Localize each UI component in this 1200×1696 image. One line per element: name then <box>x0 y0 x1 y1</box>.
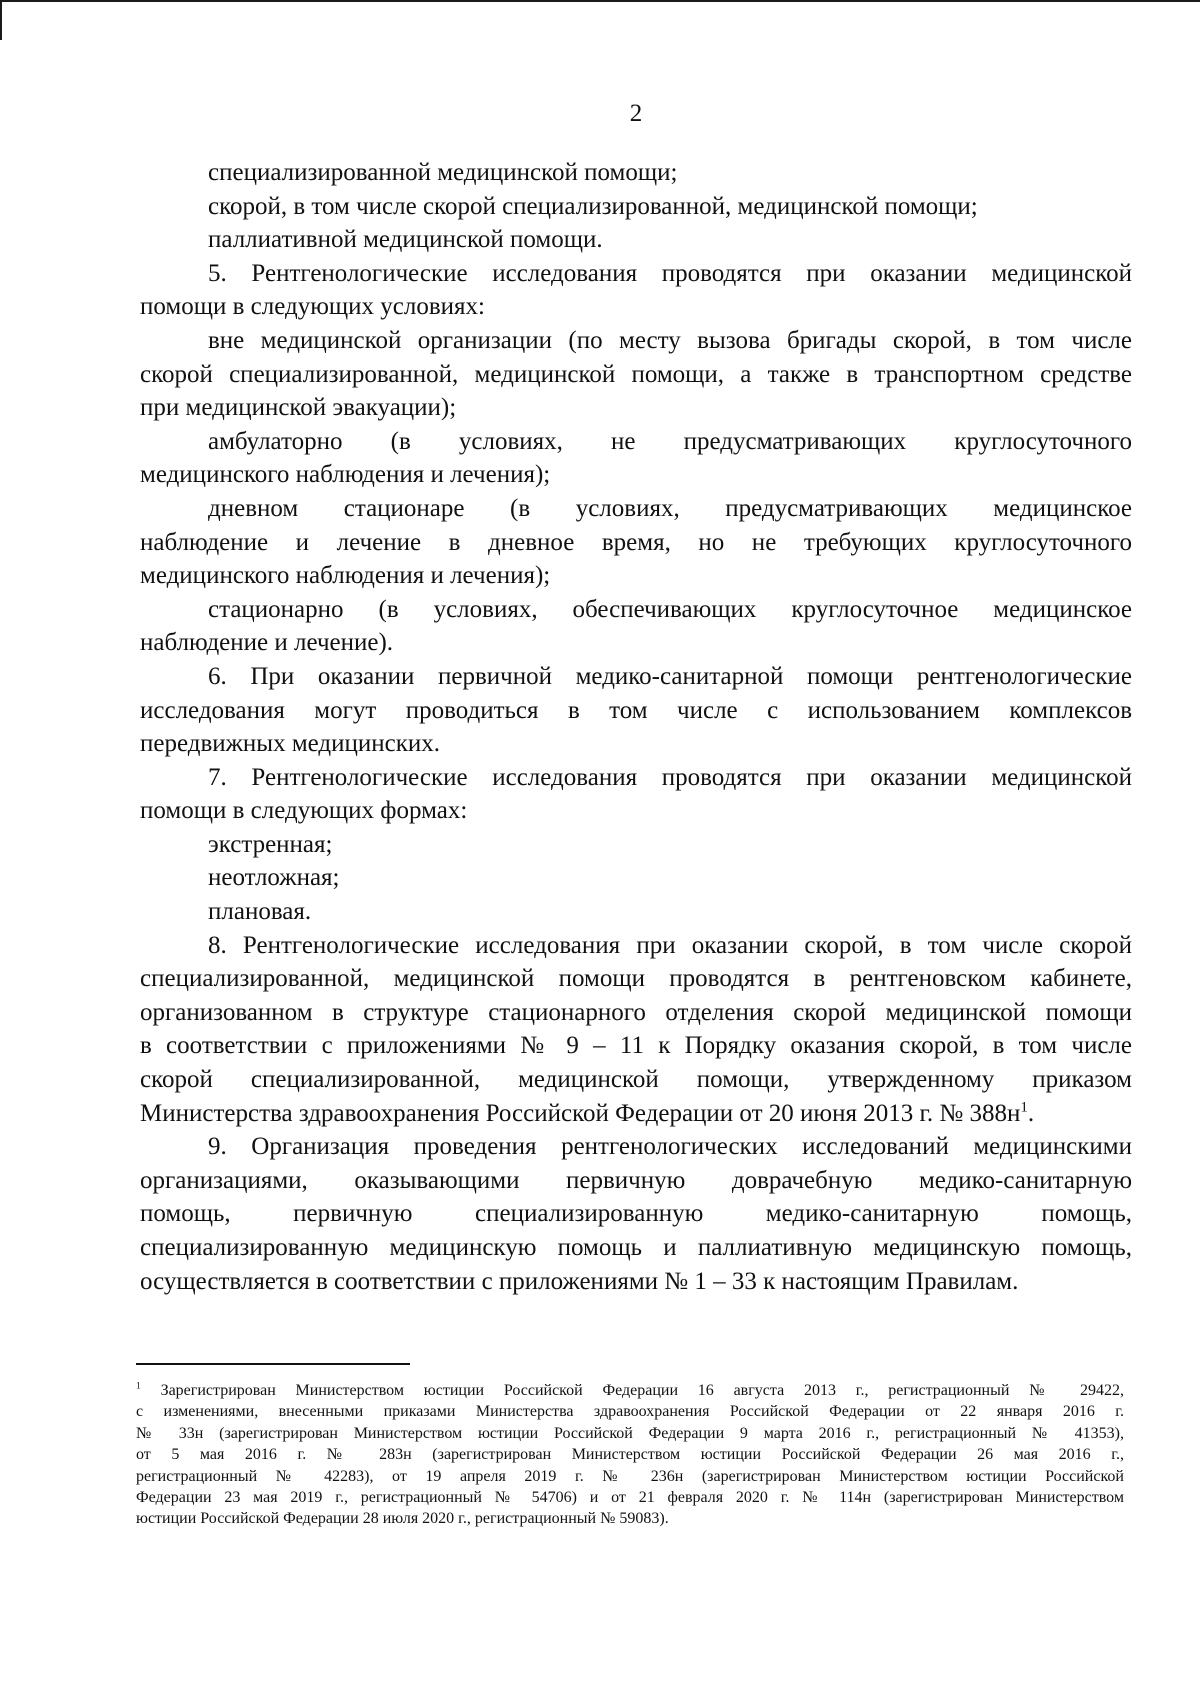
text-line-content: скорой специализированной, медицинской помощи, а также в транспортном средстве <box>140 360 1132 388</box>
text-line-content: специализированной, медицинской помощи проводятся в рентгеновском кабинете, <box>140 965 1132 993</box>
text-line-content: медицинского наблюдения и лечения); <box>140 562 551 590</box>
text-line-content: организациями, оказывающими первичную доврачебную медико-санитарную <box>140 1166 1132 1194</box>
text-line <box>140 727 1132 761</box>
text-line-content: скорой, в том числе скорой специализированной, медицинской помощи; <box>208 192 978 220</box>
text-line <box>140 290 1132 324</box>
text-line-content: специализированной медицинской помощи; <box>208 159 678 186</box>
text-line-content: помощи в следующих условиях: <box>140 293 485 321</box>
text-line <box>140 895 1132 929</box>
footnote-line-content: регистрационный № 42283), от 19 апреля 2019 г. № 236н (зарегистрирован Министерством юстиции Российской <box>136 1467 1124 1485</box>
text-line-content: при медицинской эвакуации); <box>140 394 457 422</box>
text-line <box>140 828 1132 862</box>
footnote-line <box>136 1423 1124 1444</box>
footnote-line-content: Федерации 23 мая 2019 г., регистрационный № 54706) и от 21 февраля 2020 г. № 114н (зарегистрирован Министерством <box>136 1488 1124 1506</box>
text-line <box>140 559 1132 593</box>
text-line <box>140 626 1132 660</box>
text-line-content: экстренная; <box>208 830 333 858</box>
text-line-content: стационарно (в условиях, обеспечивающих круглосуточное медицинское <box>208 595 1132 623</box>
text-line-content: 8. Рентгенологические исследования при оказании скорой, в том числе скорой <box>208 931 1132 959</box>
footnote-line <box>136 1444 1124 1465</box>
page-number: 2 <box>629 100 643 127</box>
text-line <box>140 996 1132 1030</box>
text-line-content: помощи в следующих формах: <box>140 797 468 825</box>
text-line-content: плановая. <box>208 898 312 926</box>
text-line <box>140 1265 1132 1299</box>
text-line-content: 7. Рентгенологические исследования проводятся при оказании медицинской <box>208 763 1132 791</box>
footnote-reference: 1 <box>1020 1099 1028 1116</box>
footnote-line <box>136 1508 1124 1529</box>
text-line <box>140 1130 1132 1164</box>
text-line-content: организованном в структуре стационарного отделения скорой медицинской помощи <box>140 998 1132 1026</box>
text-line <box>140 1164 1132 1198</box>
text-line <box>140 593 1132 627</box>
text-line-content: 5. Рентгенологические исследования проводятся при оказании медицинской <box>208 259 1132 287</box>
text-line <box>140 492 1132 526</box>
text-line <box>140 223 1132 257</box>
text-line <box>140 1063 1132 1097</box>
text-line-content: скорой специализированной, медицинской помощи, утвержденному приказом <box>140 1066 1132 1094</box>
text-line <box>140 929 1132 963</box>
text-line-content: помощь, первичную специализированную медико-санитарную помощь, <box>140 1200 1132 1228</box>
text-line <box>140 156 1132 190</box>
text-line <box>140 1029 1132 1063</box>
text-line-content: осуществляется в соответствии с приложениями № 1 – 33 к настоящим Правилам. <box>140 1267 1019 1295</box>
footnote-line-content: юстиции Российской Федерации 28 июля 2020 г., регистрационный № 59083). <box>136 1510 669 1528</box>
text-line-content: дневном стационаре (в условиях, предусматривающих медицинское <box>208 494 1132 522</box>
text-line-content: исследования могут проводиться в том числе с использованием комплексов <box>140 696 1132 724</box>
text-line-content: Министерства здравоохранения Российской Федерации от 20 июня 2013 г. № 388н <box>140 1099 1021 1127</box>
text-line-tail: . <box>1027 1099 1035 1127</box>
text-line-content: наблюдение и лечение в дневное время, но не требующих круглосуточного <box>140 528 1132 556</box>
footnote-line-content: с изменениями, внесенными приказами Министерства здравоохранения Российской Федерации от 22 января 2016 г. <box>136 1403 1124 1421</box>
text-line <box>140 458 1132 492</box>
text-line-content: медицинского наблюдения и лечения); <box>140 461 551 489</box>
document-body <box>140 156 1132 1298</box>
footnote-line-content: от 5 мая 2016 г. № 283н (зарегистрирован Министерством юстиции Российской Федерации 26 мая 2016 г., <box>136 1446 1124 1464</box>
footnote-line <box>136 1401 1124 1422</box>
text-line <box>140 962 1132 996</box>
text-line <box>140 324 1132 358</box>
text-line <box>140 257 1132 291</box>
footnote-line-content: № 33н (зарегистрирован Министерством юстиции Российской Федерации 9 марта 2016 г., регистрационный № 41353), <box>136 1424 1124 1442</box>
text-line <box>140 425 1132 459</box>
text-line <box>140 794 1132 828</box>
footnote <box>136 1380 1124 1530</box>
text-line-content: специализированную медицинскую помощь и паллиативную медицинскую помощь, <box>140 1234 1132 1261</box>
text-line-content: паллиативной медицинской помощи. <box>208 226 603 254</box>
text-line <box>140 190 1132 224</box>
text-line-content: вне медицинской организации (по месту вызова бригады скорой, в том числе <box>208 326 1132 354</box>
text-line-content: наблюдение и лечение). <box>140 629 394 657</box>
text-line-content: в соответствии с приложениями № 9 – 11 к Порядку оказания скорой, в том числе <box>140 1032 1132 1060</box>
text-line-content: передвижных медицинских. <box>140 730 441 758</box>
text-line <box>140 861 1132 895</box>
text-line <box>140 1231 1132 1265</box>
text-line-content: неотложная; <box>208 864 340 892</box>
scan-top-edge <box>0 0 1200 2</box>
footnote-line <box>136 1380 1124 1401</box>
text-line <box>140 358 1132 392</box>
text-line <box>140 526 1132 560</box>
footnote-marker: 1 <box>136 1380 141 1392</box>
text-line-content: 9. Организация проведения рентгенологических исследований медицинскими <box>208 1133 1132 1161</box>
text-line <box>140 761 1132 795</box>
text-line <box>140 1197 1132 1231</box>
text-line <box>140 660 1132 694</box>
text-line <box>140 1097 1132 1131</box>
footnote-line <box>136 1487 1124 1508</box>
text-line <box>140 391 1132 425</box>
text-line-content: 6. При оказании первичной медико-санитарной помощи рентгенологические <box>208 662 1132 690</box>
text-line-content: амбулаторно (в условиях, не предусматривающих круглосуточного <box>208 427 1132 455</box>
footnote-separator <box>136 1363 410 1365</box>
text-line <box>140 694 1132 728</box>
scan-left-edge <box>0 0 2 40</box>
footnote-line <box>136 1466 1124 1487</box>
footnote-line-content: Зарегистрирован Министерством юстиции Российской Федерации 16 августа 2013 г., регистрационный № 29422, <box>140 1382 1124 1399</box>
